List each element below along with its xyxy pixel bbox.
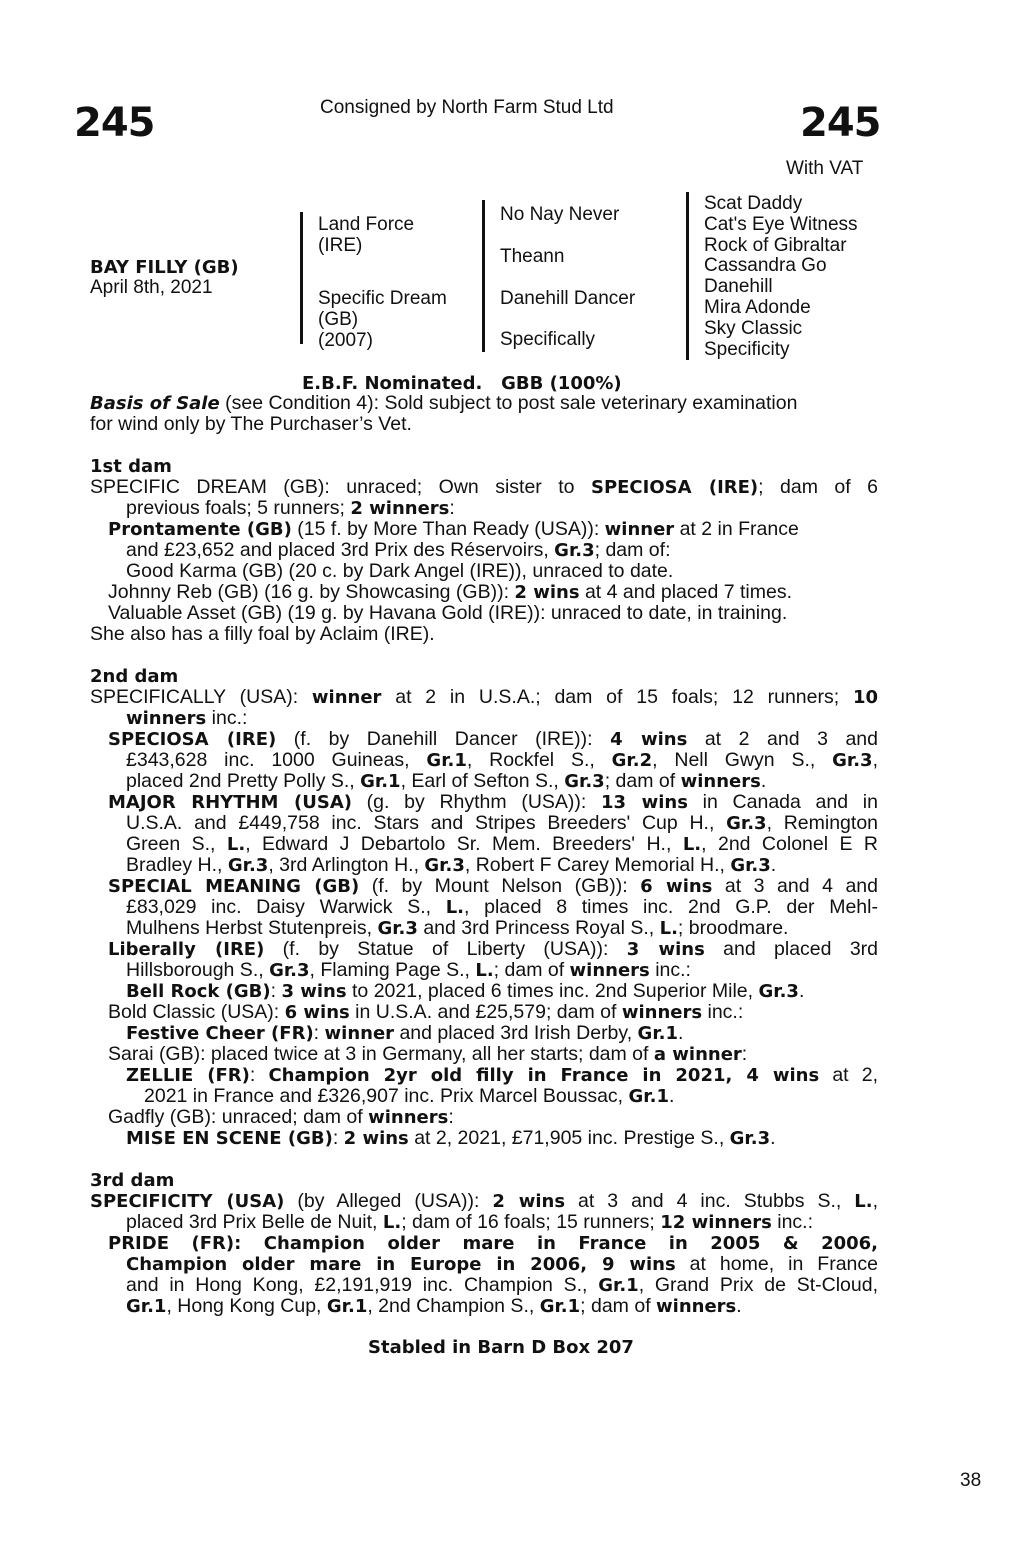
second-dam-heading: 2nd dam <box>90 666 179 687</box>
vat-note: With VAT <box>786 158 864 179</box>
lot-number-left: 245 <box>74 100 155 146</box>
liberally-line-1: Liberally (IRE) (f. by Statue of Liberty (USA)): 3 wins and placed 3rd <box>108 938 879 960</box>
special-meaning-line-3: Mulhens Herbst Stutenpreis, Gr.3 and 3rd Princess Royal S., L.; broodmare. <box>126 917 789 939</box>
zellie-line-1: ZELLIE (FR): Champion 2yr old filly in France in 2021, 4 wins at 2, <box>126 1064 879 1086</box>
speciosa-line-3: placed 2nd Pretty Polly S., Gr.1, Earl of Sefton S., Gr.3; dam of winners. <box>126 770 767 792</box>
dam2-line-2: winners inc.: <box>126 707 248 729</box>
pedigree-bar-2 <box>482 200 485 352</box>
pedigree-gen2-4: Specifically <box>500 329 596 350</box>
valuable-asset-line: Valuable Asset (GB) (19 g. by Havana Gold (IRE)): unraced to date, in training. <box>108 602 788 624</box>
basis-line-1: Basis of Sale (see Condition 4): Sold subject to post sale veterinary examination <box>90 392 798 414</box>
pedigree-bar-3 <box>686 192 689 360</box>
pedigree-gen2-2: Theann <box>500 246 565 267</box>
festive-cheer-line: Festive Cheer (FR): winner and placed 3rd Irish Derby, Gr.1. <box>126 1022 684 1044</box>
filly-foal-line: She also has a filly foal by Aclaim (IRE). <box>90 623 435 645</box>
catalogue-body <box>90 393 878 1317</box>
pedigree-gen2-3: Danehill Dancer <box>500 288 636 309</box>
pedigree-sire: Land Force (IRE) <box>318 214 415 256</box>
liberally-line-2: Hillsborough S., Gr.3, Flaming Page S., L.; dam of winners inc.: <box>126 959 691 981</box>
mise-en-scene-line: MISE EN SCENE (GB): 2 wins at 2, 2021, £71,905 inc. Prestige S., Gr.3. <box>126 1127 776 1149</box>
johnny-reb-line: Johnny Reb (GB) (16 g. by Showcasing (GB)): 2 wins at 4 and placed 7 times. <box>108 581 793 603</box>
consignor: Consigned by North Farm Stud Ltd <box>320 97 614 118</box>
speciosa-line-1: SPECIOSA (IRE) (f. by Danehill Dancer (IRE)): 4 wins at 2 and 3 and <box>108 728 878 750</box>
pedigree-dam: Specific Dream (GB) (2007) <box>318 288 447 351</box>
gadfly-line: Gadfly (GB): unraced; dam of winners: <box>108 1106 454 1128</box>
nomination: E.B.F. Nominated. GBB (100%) <box>302 373 622 394</box>
pride-line-4: Gr.1, Hong Kong Cup, Gr.1, 2nd Champion S., Gr.1; dam of winners. <box>126 1295 742 1317</box>
pedigree-gen3: Scat Daddy Cat's Eye Witness Rock of Gibraltar Cassandra Go Danehill Mira Adonde Sky Classic Specificity <box>704 193 858 360</box>
pedigree-gen2-1: No Nay Never <box>500 204 620 225</box>
stabled-info: Stabled in Barn D Box 207 <box>368 1337 634 1358</box>
pride-line-2: Champion older mare in Europe in 2006, 9 wins at home, in France <box>126 1253 879 1275</box>
major-rhythm-line-2: U.S.A. and £449,758 inc. Stars and Stripes Breeders' Cup H., Gr.3, Remington <box>126 812 879 834</box>
dam1-line-2: previous foals; 5 runners; 2 winners: <box>126 497 455 519</box>
bell-rock-line: Bell Rock (GB): 3 wins to 2021, placed 6 times inc. 2nd Superior Mile, Gr.3. <box>126 980 805 1002</box>
major-rhythm-line-3: Green S., L., Edward J Debartolo Sr. Mem. Breeders' H., L., 2nd Colonel E R <box>126 833 878 855</box>
dam2-line-1: SPECIFICALLY (USA): winner at 2 in U.S.A.; dam of 15 foals; 12 runners; 10 <box>90 686 878 708</box>
dam3-line-1: SPECIFICITY (USA) (by Alleged (USA)): 2 wins at 3 and 4 inc. Stubbs S., L., <box>90 1190 878 1212</box>
first-dam-heading: 1st dam <box>90 456 172 477</box>
pedigree-bar-1 <box>300 212 303 344</box>
horse-name: BAY FILLY (GB) <box>90 257 239 278</box>
dam1-line-1: SPECIFIC DREAM (GB): unraced; Own sister to SPECIOSA (IRE); dam of 6 <box>90 476 878 498</box>
bold-classic-line: Bold Classic (USA): 6 wins in U.S.A. and £25,579; dam of winners inc.: <box>108 1001 744 1023</box>
page-number: 38 <box>960 1470 982 1491</box>
basis-line-2: for wind only by The Purchaser’s Vet. <box>90 413 412 435</box>
special-meaning-line-2: £83,029 inc. Daisy Warwick S., L., placed 8 times inc. 2nd G.P. der Mehl- <box>126 896 878 918</box>
prontamente-line-1: Prontamente (GB) (15 f. by More Than Ready (USA)): winner at 2 in France <box>108 518 799 540</box>
lot-number-right: 245 <box>800 100 881 146</box>
major-rhythm-line-4: Bradley H., Gr.3, 3rd Arlington H., Gr.3, Robert F Carey Memorial H., Gr.3. <box>126 854 777 876</box>
prontamente-line-2: and £23,652 and placed 3rd Prix des Réservoirs, Gr.3; dam of: <box>126 539 671 561</box>
special-meaning-line-1: SPECIAL MEANING (GB) (f. by Mount Nelson (GB)): 6 wins at 3 and 4 and <box>108 875 878 897</box>
zellie-line-2: 2021 in France and £326,907 inc. Prix Marcel Boussac, Gr.1. <box>144 1085 675 1107</box>
good-karma-line: Good Karma (GB) (20 c. by Dark Angel (IRE)), unraced to date. <box>126 560 674 582</box>
horse-foaled: April 8th, 2021 <box>90 277 213 298</box>
third-dam-heading: 3rd dam <box>90 1170 175 1191</box>
dam3-line-2: placed 3rd Prix Belle de Nuit, L.; dam of 16 foals; 15 runners; 12 winners inc.: <box>126 1211 813 1233</box>
major-rhythm-line-1: MAJOR RHYTHM (USA) (g. by Rhythm (USA)): 13 wins in Canada and in <box>108 791 878 813</box>
sarai-line: Sarai (GB): placed twice at 3 in Germany, all her starts; dam of a winner: <box>108 1043 748 1065</box>
pride-line-3: and in Hong Kong, £2,191,919 inc. Champion S., Gr.1, Grand Prix de St-Cloud, <box>126 1274 878 1296</box>
pride-line-1: PRIDE (FR): Champion older mare in France in 2005 & 2006, <box>108 1233 879 1254</box>
speciosa-line-2: £343,628 inc. 1000 Guineas, Gr.1, Rockfel S., Gr.2, Nell Gwyn S., Gr.3, <box>126 749 878 771</box>
